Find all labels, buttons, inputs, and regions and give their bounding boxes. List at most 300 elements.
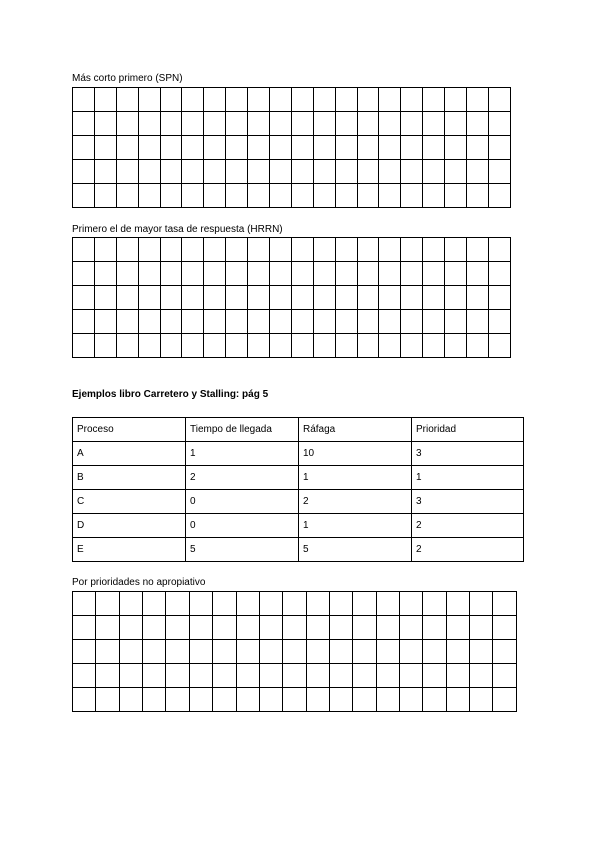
- cell-priority: 2: [412, 514, 524, 538]
- grid-cell: [116, 160, 138, 184]
- grid-cell: [204, 88, 226, 112]
- grid-cell: [400, 688, 423, 712]
- grid-cell: [182, 262, 204, 286]
- grid-cell: [401, 136, 423, 160]
- grid-cell: [335, 136, 357, 160]
- table-header-row: [73, 418, 524, 442]
- grid-row: [73, 160, 511, 184]
- grid-cell: [470, 688, 493, 712]
- grid-cell: [160, 112, 182, 136]
- grid-cell: [248, 160, 270, 184]
- grid-cell: [357, 262, 379, 286]
- grid-cell: [248, 334, 270, 358]
- grid-cell: [270, 238, 292, 262]
- grid-cell: [94, 184, 116, 208]
- grid-cell: [488, 286, 510, 310]
- cell-process: D: [73, 514, 186, 538]
- grid-cell: [357, 112, 379, 136]
- grid-cell: [96, 688, 119, 712]
- grid-cell: [306, 664, 329, 688]
- grid-cell: [423, 112, 445, 136]
- column-header-priority: Prioridad: [412, 418, 524, 442]
- grid-cell: [204, 160, 226, 184]
- grid-cell: [488, 238, 510, 262]
- priority-grid: [72, 591, 517, 712]
- grid-cell: [226, 286, 248, 310]
- grid-cell: [283, 664, 306, 688]
- grid-cell: [488, 112, 510, 136]
- grid-row: [73, 334, 511, 358]
- grid-cell: [291, 310, 313, 334]
- grid-row: [73, 286, 511, 310]
- grid-cell: [96, 640, 119, 664]
- grid-cell: [236, 592, 259, 616]
- cell-priority: 3: [412, 442, 524, 466]
- grid-cell: [73, 334, 95, 358]
- grid-cell: [291, 184, 313, 208]
- grid-row: [73, 592, 517, 616]
- grid-cell: [467, 112, 489, 136]
- grid-cell: [329, 640, 352, 664]
- grid-cell: [213, 664, 236, 688]
- cell-arrival: 5: [186, 538, 299, 562]
- grid-cell: [213, 688, 236, 712]
- grid-cell: [166, 688, 189, 712]
- grid-cell: [445, 238, 467, 262]
- grid-cell: [248, 262, 270, 286]
- hrrn-title: Primero el de mayor tasa de respuesta (HRRN): [72, 224, 283, 235]
- grid-cell: [226, 184, 248, 208]
- grid-cell: [313, 160, 335, 184]
- cell-burst: 10: [299, 442, 412, 466]
- grid-cell: [470, 664, 493, 688]
- grid-cell: [306, 616, 329, 640]
- column-header-burst: Ráfaga: [299, 418, 412, 442]
- grid-cell: [73, 238, 95, 262]
- grid-row: [73, 136, 511, 160]
- grid-cell: [400, 640, 423, 664]
- spn-title: Más corto primero (SPN): [72, 73, 183, 84]
- grid-cell: [291, 112, 313, 136]
- grid-cell: [189, 688, 212, 712]
- grid-cell: [488, 184, 510, 208]
- cell-arrival: 2: [186, 466, 299, 490]
- grid-cell: [283, 688, 306, 712]
- grid-cell: [182, 160, 204, 184]
- grid-cell: [401, 184, 423, 208]
- grid-cell: [73, 664, 96, 688]
- grid-cell: [160, 88, 182, 112]
- grid-cell: [143, 640, 166, 664]
- grid-cell: [189, 616, 212, 640]
- grid-cell: [445, 262, 467, 286]
- grid-cell: [357, 184, 379, 208]
- grid-cell: [160, 238, 182, 262]
- grid-cell: [488, 136, 510, 160]
- grid-row: [73, 616, 517, 640]
- grid-cell: [166, 592, 189, 616]
- grid-cell: [73, 640, 96, 664]
- grid-cell: [335, 88, 357, 112]
- grid-cell: [96, 592, 119, 616]
- grid-cell: [357, 286, 379, 310]
- grid-cell: [423, 238, 445, 262]
- grid-cell: [467, 262, 489, 286]
- grid-cell: [423, 688, 446, 712]
- grid-cell: [423, 184, 445, 208]
- cell-priority: 2: [412, 538, 524, 562]
- grid-cell: [143, 592, 166, 616]
- grid-cell: [467, 310, 489, 334]
- grid-cell: [379, 262, 401, 286]
- grid-cell: [306, 640, 329, 664]
- grid-cell: [493, 640, 517, 664]
- grid-cell: [291, 334, 313, 358]
- grid-cell: [160, 184, 182, 208]
- grid-cell: [470, 616, 493, 640]
- grid-cell: [204, 112, 226, 136]
- grid-cell: [445, 160, 467, 184]
- grid-cell: [73, 310, 95, 334]
- grid-cell: [166, 640, 189, 664]
- grid-cell: [94, 286, 116, 310]
- grid-cell: [445, 136, 467, 160]
- grid-row: [73, 688, 517, 712]
- grid-cell: [379, 88, 401, 112]
- grid-cell: [488, 160, 510, 184]
- grid-cell: [306, 592, 329, 616]
- grid-cell: [226, 262, 248, 286]
- grid-cell: [329, 616, 352, 640]
- grid-cell: [189, 592, 212, 616]
- grid-cell: [329, 664, 352, 688]
- grid-cell: [236, 640, 259, 664]
- grid-cell: [488, 262, 510, 286]
- grid-cell: [213, 592, 236, 616]
- grid-cell: [248, 310, 270, 334]
- grid-cell: [467, 160, 489, 184]
- spn-grid: [72, 87, 511, 208]
- grid-cell: [488, 334, 510, 358]
- table-row: [73, 442, 524, 466]
- grid-cell: [329, 592, 352, 616]
- grid-cell: [259, 640, 282, 664]
- grid-cell: [423, 334, 445, 358]
- cell-arrival: 1: [186, 442, 299, 466]
- cell-arrival: 0: [186, 490, 299, 514]
- grid-cell: [313, 184, 335, 208]
- grid-cell: [236, 616, 259, 640]
- grid-cell: [357, 136, 379, 160]
- grid-cell: [94, 136, 116, 160]
- grid-row: [73, 112, 511, 136]
- grid-cell: [119, 592, 142, 616]
- grid-cell: [401, 262, 423, 286]
- grid-cell: [73, 160, 95, 184]
- cell-priority: 1: [412, 466, 524, 490]
- grid-cell: [73, 262, 95, 286]
- grid-cell: [226, 88, 248, 112]
- cell-process: A: [73, 442, 186, 466]
- grid-cell: [329, 688, 352, 712]
- grid-cell: [283, 616, 306, 640]
- grid-cell: [379, 334, 401, 358]
- hrrn-grid: [72, 237, 511, 358]
- cell-arrival: 0: [186, 514, 299, 538]
- grid-row: [73, 238, 511, 262]
- grid-cell: [189, 664, 212, 688]
- grid-cell: [182, 286, 204, 310]
- grid-cell: [357, 238, 379, 262]
- grid-cell: [116, 310, 138, 334]
- grid-cell: [379, 184, 401, 208]
- grid-cell: [270, 112, 292, 136]
- grid-cell: [283, 592, 306, 616]
- grid-cell: [182, 184, 204, 208]
- grid-cell: [493, 592, 517, 616]
- cell-burst: 5: [299, 538, 412, 562]
- grid-row: [73, 184, 511, 208]
- grid-cell: [335, 184, 357, 208]
- grid-cell: [248, 238, 270, 262]
- grid-cell: [138, 286, 160, 310]
- grid-cell: [116, 238, 138, 262]
- grid-cell: [270, 88, 292, 112]
- grid-cell: [335, 310, 357, 334]
- grid-cell: [248, 184, 270, 208]
- grid-cell: [160, 136, 182, 160]
- grid-cell: [116, 136, 138, 160]
- grid-cell: [73, 112, 95, 136]
- grid-cell: [313, 88, 335, 112]
- grid-cell: [96, 616, 119, 640]
- cell-priority: 3: [412, 490, 524, 514]
- grid-cell: [446, 688, 469, 712]
- grid-cell: [376, 664, 399, 688]
- grid-cell: [270, 136, 292, 160]
- grid-cell: [423, 310, 445, 334]
- grid-cell: [259, 616, 282, 640]
- grid-cell: [401, 238, 423, 262]
- grid-cell: [313, 136, 335, 160]
- grid-cell: [446, 616, 469, 640]
- grid-row: [73, 310, 511, 334]
- grid-cell: [236, 664, 259, 688]
- column-header-arrival: Tiempo de llegada: [186, 418, 299, 442]
- grid-cell: [445, 334, 467, 358]
- grid-cell: [143, 688, 166, 712]
- grid-cell: [73, 592, 96, 616]
- grid-cell: [379, 112, 401, 136]
- grid-cell: [259, 592, 282, 616]
- grid-cell: [353, 664, 376, 688]
- cell-process: C: [73, 490, 186, 514]
- grid-cell: [160, 160, 182, 184]
- grid-cell: [467, 184, 489, 208]
- grid-cell: [400, 592, 423, 616]
- grid-cell: [73, 688, 96, 712]
- grid-cell: [143, 616, 166, 640]
- grid-cell: [423, 160, 445, 184]
- grid-cell: [379, 160, 401, 184]
- grid-cell: [270, 334, 292, 358]
- grid-cell: [138, 310, 160, 334]
- grid-cell: [73, 88, 95, 112]
- grid-cell: [160, 334, 182, 358]
- grid-cell: [270, 184, 292, 208]
- grid-cell: [488, 310, 510, 334]
- grid-cell: [423, 136, 445, 160]
- grid-cell: [182, 136, 204, 160]
- grid-cell: [213, 616, 236, 640]
- grid-cell: [270, 286, 292, 310]
- grid-cell: [493, 664, 517, 688]
- grid-cell: [423, 592, 446, 616]
- grid-cell: [467, 334, 489, 358]
- grid-row: [73, 88, 511, 112]
- grid-cell: [160, 286, 182, 310]
- grid-cell: [401, 160, 423, 184]
- grid-cell: [116, 262, 138, 286]
- cell-burst: 1: [299, 514, 412, 538]
- grid-cell: [335, 160, 357, 184]
- grid-cell: [401, 286, 423, 310]
- grid-row: [73, 664, 517, 688]
- grid-cell: [445, 286, 467, 310]
- grid-cell: [116, 334, 138, 358]
- grid-cell: [488, 88, 510, 112]
- grid-cell: [160, 262, 182, 286]
- grid-cell: [204, 184, 226, 208]
- grid-row: [73, 262, 511, 286]
- grid-cell: [376, 688, 399, 712]
- grid-cell: [353, 592, 376, 616]
- grid-cell: [248, 286, 270, 310]
- grid-cell: [379, 136, 401, 160]
- grid-cell: [182, 112, 204, 136]
- grid-cell: [226, 334, 248, 358]
- grid-cell: [270, 160, 292, 184]
- grid-cell: [445, 184, 467, 208]
- grid-cell: [226, 112, 248, 136]
- grid-cell: [291, 262, 313, 286]
- grid-cell: [423, 88, 445, 112]
- grid-cell: [259, 664, 282, 688]
- grid-cell: [401, 88, 423, 112]
- grid-cell: [189, 640, 212, 664]
- grid-cell: [445, 88, 467, 112]
- grid-cell: [401, 334, 423, 358]
- grid-cell: [291, 160, 313, 184]
- grid-cell: [248, 136, 270, 160]
- grid-cell: [226, 310, 248, 334]
- grid-cell: [423, 286, 445, 310]
- grid-cell: [423, 664, 446, 688]
- table-row: [73, 466, 524, 490]
- grid-cell: [94, 262, 116, 286]
- grid-cell: [119, 688, 142, 712]
- grid-cell: [204, 238, 226, 262]
- grid-cell: [94, 310, 116, 334]
- grid-cell: [467, 136, 489, 160]
- grid-cell: [467, 88, 489, 112]
- grid-cell: [291, 238, 313, 262]
- grid-cell: [119, 616, 142, 640]
- grid-cell: [138, 88, 160, 112]
- grid-cell: [379, 286, 401, 310]
- grid-cell: [306, 688, 329, 712]
- grid-cell: [226, 238, 248, 262]
- grid-cell: [291, 136, 313, 160]
- grid-cell: [357, 160, 379, 184]
- cell-process: E: [73, 538, 186, 562]
- grid-cell: [270, 310, 292, 334]
- grid-cell: [116, 112, 138, 136]
- grid-cell: [143, 664, 166, 688]
- grid-cell: [73, 136, 95, 160]
- grid-cell: [94, 112, 116, 136]
- grid-cell: [493, 688, 517, 712]
- grid-cell: [248, 88, 270, 112]
- grid-cell: [401, 310, 423, 334]
- grid-cell: [376, 616, 399, 640]
- grid-cell: [182, 310, 204, 334]
- grid-cell: [138, 184, 160, 208]
- grid-cell: [376, 592, 399, 616]
- grid-cell: [357, 88, 379, 112]
- grid-cell: [313, 238, 335, 262]
- grid-cell: [270, 262, 292, 286]
- grid-cell: [138, 334, 160, 358]
- table-row: [73, 538, 524, 562]
- grid-cell: [313, 310, 335, 334]
- grid-cell: [160, 310, 182, 334]
- grid-cell: [182, 88, 204, 112]
- grid-cell: [470, 592, 493, 616]
- grid-cell: [94, 334, 116, 358]
- grid-cell: [138, 112, 160, 136]
- cell-process: B: [73, 466, 186, 490]
- grid-cell: [423, 616, 446, 640]
- grid-cell: [96, 664, 119, 688]
- priority-title: Por prioridades no apropiativo: [72, 577, 206, 588]
- grid-cell: [493, 616, 517, 640]
- grid-cell: [236, 688, 259, 712]
- grid-cell: [204, 310, 226, 334]
- grid-cell: [467, 238, 489, 262]
- grid-cell: [138, 160, 160, 184]
- grid-cell: [138, 238, 160, 262]
- grid-cell: [353, 640, 376, 664]
- cell-burst: 1: [299, 466, 412, 490]
- grid-cell: [73, 286, 95, 310]
- grid-cell: [283, 640, 306, 664]
- grid-cell: [291, 286, 313, 310]
- grid-cell: [259, 688, 282, 712]
- grid-cell: [166, 664, 189, 688]
- grid-cell: [335, 334, 357, 358]
- column-header-process: Proceso: [73, 418, 186, 442]
- grid-cell: [313, 112, 335, 136]
- grid-cell: [400, 664, 423, 688]
- grid-cell: [182, 334, 204, 358]
- grid-cell: [116, 286, 138, 310]
- grid-cell: [313, 262, 335, 286]
- process-table: [72, 417, 524, 562]
- grid-cell: [94, 238, 116, 262]
- grid-cell: [213, 640, 236, 664]
- grid-cell: [119, 640, 142, 664]
